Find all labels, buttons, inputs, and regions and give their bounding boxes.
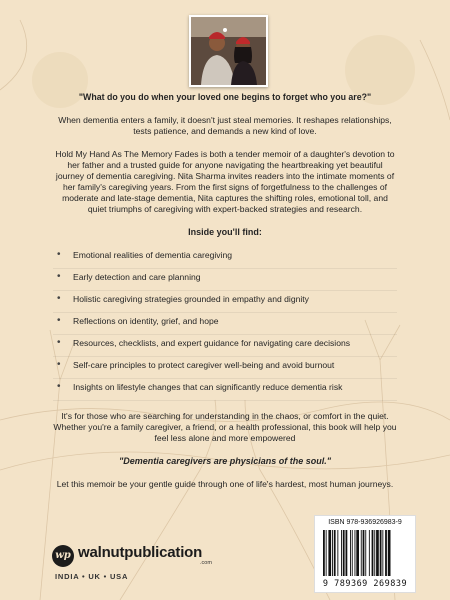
inside-heading: Inside you'll find: xyxy=(188,227,262,237)
bullet-dot-icon: • xyxy=(57,381,61,392)
list-item xyxy=(53,314,397,335)
isbn-digits: 9 789369 269839 xyxy=(322,579,408,589)
audience-paragraph: It's for those who are searching for understanding in the chaos, or comfort in the quiet. Whether you're a family caregiver, a friend, or a health professional, this book will help you feel less alone and more empowered xyxy=(53,411,397,443)
list-item-text: Self-care principles to protect caregiver well-being and avoid burnout xyxy=(73,360,335,370)
list-item-text: Emotional realities of dementia caregiving xyxy=(73,250,233,260)
list-item-text: Reflections on identity, grief, and hope xyxy=(73,316,219,326)
publisher-mark-icon: wp xyxy=(52,545,74,567)
author-family-photo xyxy=(189,15,268,87)
list-item xyxy=(53,380,397,401)
bullet-dot-icon: • xyxy=(57,337,61,348)
bullet-dot-icon: • xyxy=(57,359,61,370)
list-item xyxy=(53,358,397,379)
publisher-name: walnutpublication xyxy=(78,544,203,561)
description-paragraph: Hold My Hand As The Memory Fades is both a tender memoir of a daughter's devotion to her father and a trusted guide for anyone navigating the heartbreaking yet beautiful journey of dementia caregiving. Nita Sharma invites readers into the intimate moments of her family's caregiving years. From the first signs of forgetfulness to the challenges of moderate and late-stage dementia, Nita captures the shifting roles, emotional toll, and quiet triumphs of caregiving with expert-backed strategies and research. xyxy=(55,149,395,214)
list-item xyxy=(53,336,397,357)
list-item xyxy=(53,292,397,313)
bullet-dot-icon: • xyxy=(57,249,61,260)
list-item-text: Holistic caregiving strategies grounded in empathy and dignity xyxy=(73,294,309,304)
back-cover-text xyxy=(53,92,397,502)
intro-paragraph: When dementia enters a family, it doesn't just steal memories. It reshapes relationships, tests patience, and demands a new kind of love. xyxy=(58,115,392,136)
bullet-dot-icon: • xyxy=(57,293,61,304)
list-item xyxy=(53,270,397,291)
featured-quote: "Dementia caregivers are physicians of the soul." xyxy=(118,456,332,466)
list-item-text: Resources, checklists, and expert guidance for navigating care decisions xyxy=(73,338,351,348)
barcode-bars-icon xyxy=(321,530,409,578)
list-item-text: Early detection and care planning xyxy=(73,272,201,282)
isbn-label: ISBN 978-936926983-9 xyxy=(328,519,402,526)
bullet-dot-icon: • xyxy=(57,271,61,282)
hook-question: "What do you do when your loved one begins to forget who you are?" xyxy=(78,92,372,102)
inside-list xyxy=(53,248,397,401)
publisher-domain: .com xyxy=(200,560,212,566)
list-item-text: Insights on lifestyle changes that can significantly reduce dementia risk xyxy=(73,382,343,392)
closing-paragraph: Let this memoir be your gentle guide through one of life's hardest, most human journeys. xyxy=(56,479,394,489)
list-item xyxy=(53,248,397,269)
isbn-barcode xyxy=(314,515,416,593)
bullet-dot-icon: • xyxy=(57,315,61,326)
publisher-countries: INDIA • UK • USA xyxy=(55,572,129,581)
